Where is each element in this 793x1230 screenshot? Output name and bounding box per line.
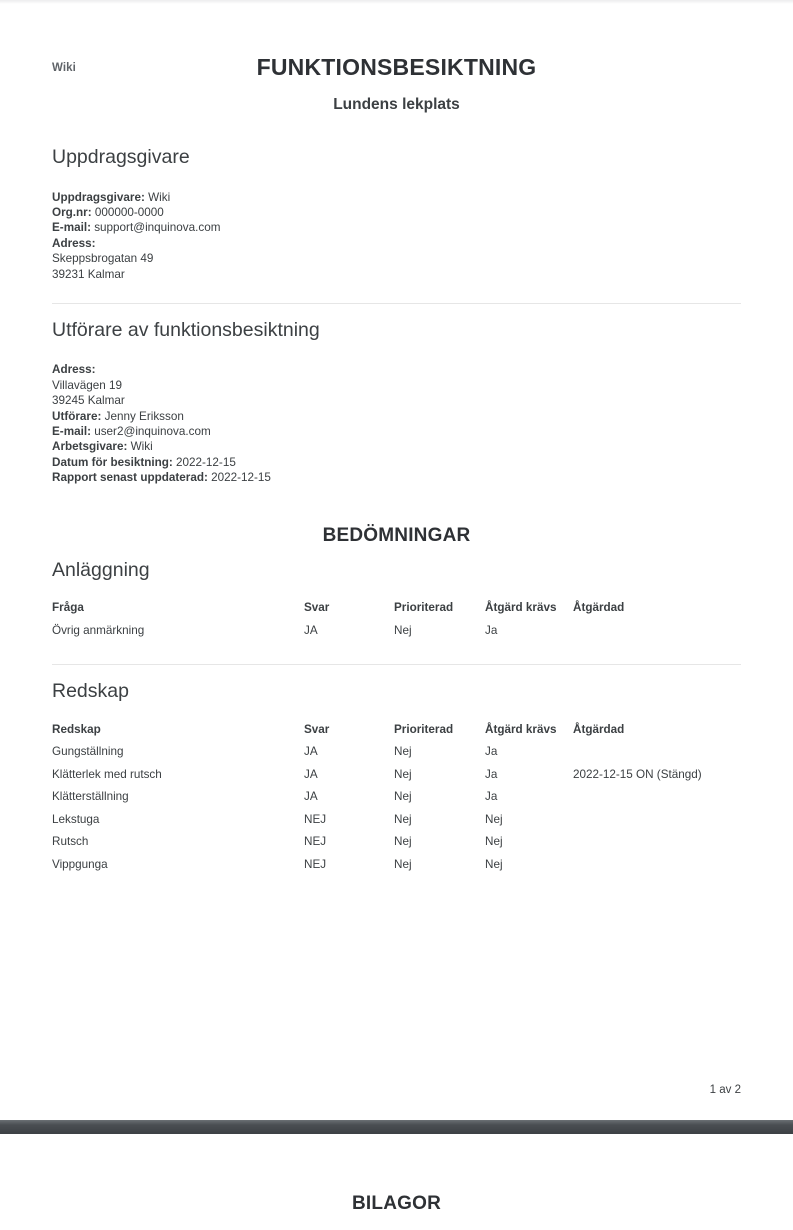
table-cell	[573, 831, 741, 854]
table-cell	[573, 809, 741, 832]
info-line	[52, 236, 741, 251]
table-cell: JA	[304, 790, 318, 804]
attachments-title: BILAGOR	[351, 1193, 441, 1214]
column-header: Prioriterad	[394, 601, 454, 615]
page-break-divider	[0, 1120, 793, 1134]
section-divider-2	[52, 664, 741, 665]
table-cell: Övrig anmärkning	[52, 623, 145, 637]
inspector-info-list	[52, 362, 741, 485]
table-cell: Nej	[485, 835, 503, 849]
column-header: Fråga	[52, 601, 84, 615]
info-line-label: Org.nr:	[52, 205, 92, 219]
client-info-list	[52, 190, 741, 282]
table-cell: Nej	[394, 623, 412, 637]
document-header	[52, 4, 741, 112]
info-line-value: Skeppsbrogatan 49	[52, 252, 154, 266]
table-cell: Ja	[485, 623, 498, 637]
table-cell: Klätterlek med rutsch	[52, 767, 162, 781]
column-header: Åtgärdad	[573, 722, 625, 736]
table-cell: Ja	[485, 767, 498, 781]
info-line	[52, 455, 741, 470]
info-line	[52, 470, 741, 485]
table-cell: JA	[304, 767, 318, 781]
equipment-assessment-section	[52, 682, 741, 876]
info-line	[52, 190, 741, 205]
table-cell: Nej	[485, 857, 503, 871]
table-cell: Nej	[394, 767, 412, 781]
equipment-section-heading: Redskap	[52, 680, 129, 703]
table-row	[52, 831, 741, 854]
table-cell: Nej	[394, 812, 412, 826]
table-cell: Nej	[394, 835, 412, 849]
info-line	[52, 267, 741, 282]
table-cell: Gungställning	[52, 745, 124, 759]
table-cell: Ja	[485, 790, 498, 804]
info-line-label: Adress:	[52, 236, 96, 250]
column-header: Prioriterad	[394, 722, 454, 736]
info-line	[52, 393, 741, 408]
info-line-label: Adress:	[52, 363, 96, 377]
info-line-label: Utförare:	[52, 409, 102, 423]
table-cell	[573, 854, 741, 877]
section-divider-1	[52, 303, 741, 304]
client-section-heading: Uppdragsgivare	[52, 146, 190, 168]
table-cell: Nej	[394, 790, 412, 804]
table-cell: Rutsch	[52, 835, 89, 849]
table-cell: JA	[304, 745, 318, 759]
table-cell: NEJ	[304, 857, 327, 871]
table-cell: Nej	[394, 857, 412, 871]
table-row	[52, 786, 741, 809]
info-line	[52, 409, 741, 424]
info-line-value: user2@inquinova.com	[90, 425, 211, 439]
table-row	[52, 741, 741, 764]
table-cell: Nej	[485, 812, 503, 826]
equipment-table	[52, 719, 741, 877]
info-line-value: Wiki	[127, 440, 153, 454]
info-line-value: 000000-0000	[91, 205, 164, 219]
info-line-value: 2022-12-15	[207, 471, 271, 485]
table-row	[52, 620, 741, 643]
organization-label: Wiki	[52, 62, 76, 74]
info-line	[52, 220, 741, 235]
info-line	[52, 439, 741, 454]
table-row	[52, 764, 741, 787]
info-line-value: 39231 Kalmar	[52, 267, 125, 281]
info-line-label: Rapport senast uppdaterad:	[52, 471, 208, 485]
info-line-label: E-mail:	[52, 425, 91, 439]
column-header: Svar	[304, 722, 330, 736]
assessments-title: BEDÖMNINGAR	[322, 524, 471, 546]
facility-section-heading: Anläggning	[52, 558, 150, 581]
table-cell: JA	[304, 623, 318, 637]
info-line-value: support@inquinova.com	[90, 221, 221, 235]
table-cell: NEJ	[304, 812, 327, 826]
document-subtitle: Lundens lekplats	[333, 96, 460, 113]
table-row	[52, 809, 741, 832]
info-line-value: Villavägen 19	[52, 378, 122, 392]
table-cell: NEJ	[304, 835, 327, 849]
info-line-value: 39245 Kalmar	[52, 394, 125, 408]
info-line	[52, 251, 741, 266]
info-line-value: Wiki	[144, 190, 171, 204]
column-header: Svar	[304, 601, 330, 615]
info-line-label: Uppdragsgivare:	[52, 190, 145, 204]
info-line	[52, 362, 741, 377]
document-title: FUNKTIONSBESIKTNING	[256, 54, 537, 80]
inspector-section-heading: Utförare av funktionsbesiktning	[52, 318, 320, 341]
page-number-footer: 1 av 2	[709, 1084, 741, 1096]
inspector-section	[52, 318, 741, 486]
info-line	[52, 378, 741, 393]
facility-table	[52, 597, 741, 642]
info-line-value: Jenny Eriksson	[101, 409, 184, 423]
client-section	[52, 148, 741, 282]
info-line	[52, 424, 741, 439]
info-line	[52, 205, 741, 220]
info-line-label: E-mail:	[52, 221, 91, 235]
table-cell: Vippgunga	[52, 857, 108, 871]
table-cell: 2022-12-15 ON (Stängd)	[573, 767, 702, 781]
column-header: Åtgärdad	[573, 601, 625, 615]
table-cell: Nej	[394, 745, 412, 759]
table-header-row	[52, 719, 741, 742]
table-cell	[573, 620, 741, 643]
table-cell: Ja	[485, 745, 498, 759]
info-line-label: Arbetsgivare:	[52, 440, 128, 454]
table-cell: Lekstuga	[52, 812, 100, 826]
table-cell: Klätterställning	[52, 790, 129, 804]
table-cell	[573, 786, 741, 809]
table-cell	[573, 741, 741, 764]
column-header: Åtgärd krävs	[485, 722, 557, 736]
column-header: Redskap	[52, 722, 101, 736]
column-header: Åtgärd krävs	[485, 601, 557, 615]
table-header-row	[52, 597, 741, 620]
document-page-2	[0, 1134, 793, 1230]
info-line-value: 2022-12-15	[172, 455, 236, 469]
document-page-1	[0, 4, 793, 1120]
table-row	[52, 854, 741, 877]
info-line-label: Datum för besiktning:	[52, 455, 173, 469]
facility-assessment-section	[52, 558, 741, 643]
